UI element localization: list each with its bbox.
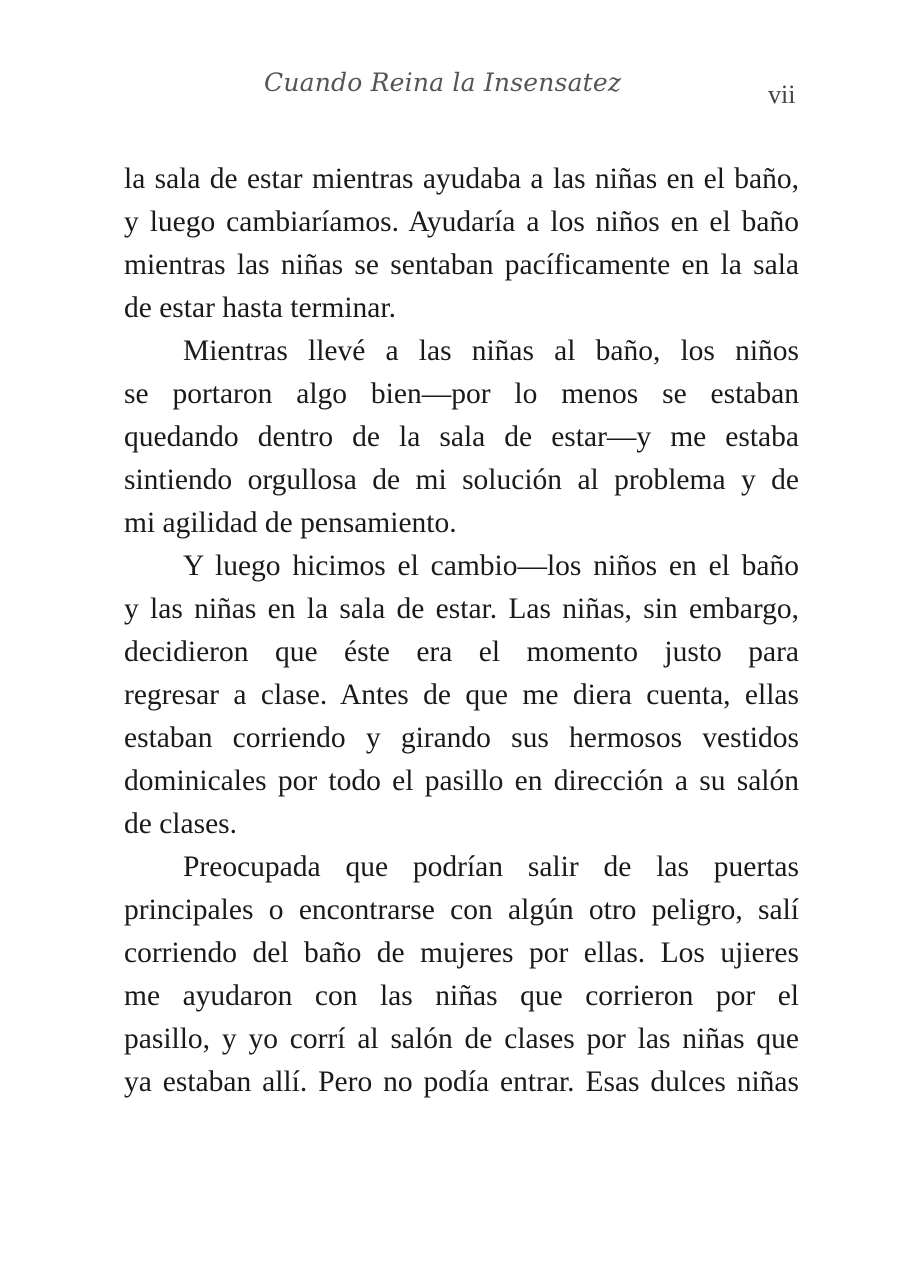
text-line: mi agilidad de pensamiento. [124,507,457,539]
page-number: vii [768,80,796,109]
text-line: de estar hasta terminar. [124,292,396,324]
text-line: de clases. [124,808,238,840]
text-line: estaban corriendo y girando sus hermosos vestidos [124,722,799,754]
text-line: Preocupada que podrían salir de las puertas [183,851,799,883]
text-line: Y luego hicimos el cambio—los niños en el baño [183,550,799,582]
paragraph [124,158,799,330]
paragraph [124,846,799,1104]
running-head: Cuando Reina la Insensatez [264,68,622,97]
text-line: ya estaban allí. Pero no podía entrar. Esas dulces niñas [124,1066,799,1098]
text-line: principales o encontrarse con algún otro peligro, salí [124,894,799,926]
text-line: sintiendo orgullosa de mi solución al problema y de [124,464,799,496]
text-line: Mientras llevé a las niñas al baño, los niños [183,335,799,367]
text-line: corriendo del baño de mujeres por ellas. Los ujieres [124,937,799,969]
text-line: regresar a clase. Antes de que me diera cuenta, ellas [124,679,799,711]
text-line: y luego cambiaríamos. Ayudaría a los niños en el baño [124,206,799,238]
text-line: y las niñas en la sala de estar. Las niñas, sin embargo, [124,593,799,625]
body-text [124,158,799,1104]
text-line: mientras las niñas se sentaban pacíficamente en la sala [124,249,799,281]
text-line: me ayudaron con las niñas que corrieron por el [124,980,799,1012]
text-line: quedando dentro de la sala de estar—y me estaba [124,421,799,453]
text-line: la sala de estar mientras ayudaba a las niñas en el baño, [124,163,799,195]
paragraph [124,330,799,545]
text-line: dominicales por todo el pasillo en dirección a su salón [124,765,799,797]
text-line: se portaron algo bien—por lo menos se estaban [124,378,799,410]
paragraph [124,545,799,846]
text-line: pasillo, y yo corrí al salón de clases por las niñas que [124,1023,799,1055]
text-line: decidieron que éste era el momento justo para [124,636,799,668]
